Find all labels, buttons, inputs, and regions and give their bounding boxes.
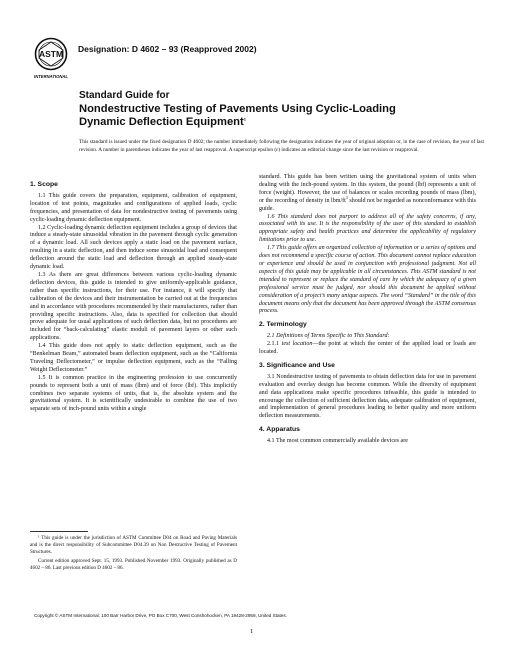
title-line-3 (79, 116, 479, 129)
copyright-line: Copyright © ASTM International, 100 Barr Harbor Drive, PO Box C700, West Conshohocken, PA 19428-2959, United States. (34, 613, 287, 618)
designation: Designation: D 4602 – 93 (Reapproved 2002) (78, 44, 257, 54)
title-line-3-text: Dynamic Deflection Equipment (79, 115, 244, 128)
footnotes (30, 535, 237, 574)
footnote-rule (30, 531, 88, 532)
p1-5-cont-b: should not be regarded as nonconformance with this guide. (259, 197, 477, 212)
title-footnote-mark: 1 (243, 116, 246, 122)
title-line-2: Nondestructive Testing of Pavements Using Cyclic-Loading (79, 102, 396, 115)
paragraph-2-1: 2.1 Definitions of Terms Specific to This Standard: (267, 333, 390, 340)
p2-1-1-num: 2.1.1 (267, 341, 282, 348)
right-column (259, 174, 476, 446)
paragraph-1-5: 1.5 It is common practice in the engineering profession to use concurrently pounds to represent both a unit of mass (lbm) and of force (lbf). This implicitly combines two separate systems of units, that is, the absolute system and the gravitational system. It is scientifically undesirable to combine the use of two separate sets of inch-pound units within a single (30, 374, 237, 413)
p2-1-1-def: —the point at which the center of the applied load or loads are located. (259, 341, 476, 356)
paragraph-1-2: 1.2 Cyclic-loading dynamic deflection equipment includes a group of devices that induce a steady-state sinusoidal vibration in the pavement through cyclic generation of a dynamic load. All such devices apply a static load on the pavement surface, resulting in a static deflection, and then induce some sinusoidal load and consequent deflection around the static load and deflection through an applied steady-state dynamic load. (30, 224, 237, 271)
astm-logo (33, 36, 69, 80)
paragraph-2-1-1 (259, 341, 476, 357)
logo-text: ASTM (38, 49, 64, 59)
logo-subtext: INTERNATIONAL (34, 74, 68, 79)
section-heading-apparatus: 4. Apparatus (259, 426, 300, 434)
footnote-1: ¹ This guide is under the jurisdiction of ASTM Committee D04 on Road and Paving Materials and is the direct responsibility of Subcommittee D04.39 on Non Destructive Testing of Pavement Structures. (30, 535, 237, 555)
paragraph-1-1: 1.1 This guide covers the preparation, equipment, calibration of equipment, location of test points, magnitudes and configurations of applied loads, cyclic frequencies, and presentation of data for nondestructive testing of pavements using cyclic-loading dynamic deflection equipment. (30, 192, 237, 223)
footnote-2: Current edition approved Sept. 15, 1993. Published November 1993. Originally published as D 4602 – 86. Last previous edition D 4602 – 86. (30, 558, 237, 571)
paragraph-3-1: 3.1 Nondestructive testing of pavements to obtain deflection data for use in pavement evaluation and overlay design has become common. While the diversity of equipment and data applications make specific procedures infeasible, this guide is intended to encourage the collection of sufficient deflection data, adequate calibration of equipment, and implementation of general procedures leading to better quality and more uniform deflection measurements. (259, 373, 476, 420)
page-number: 1 (250, 628, 254, 635)
document-title (79, 90, 479, 129)
section-heading-terminology: 2. Terminology (259, 321, 307, 329)
paragraph-4-1: 4.1 The most common commercially available devices are (267, 438, 408, 445)
paragraph-1-6: 1.6 This standard does not purport to address all of the safety concerns, if any, associated with its use. It is the responsibility of the user of this standard to establish appropriate safety and health practices and determine the applicability of regulatory limitations prior to use. (259, 213, 476, 244)
p1-5-cont-a: standard. This guide has been written using the gravitational system of units when dealing with the inch-pound system. In this system, the pound (lbf) represents a unit of force (weight). However, the use of balances or scales recording pounds of mass (lbm), or the recording of density in lbm/ft (259, 174, 476, 204)
paragraph-1-3: 1.3 As there are great differences between various cyclic-loading dynamic deflection devices, this guide is intended to give uniformly-applicable guidance, rather than specific instructions, for their use. For instance, it will specify that calibration of the devices and their instrumentation be carried out at the frequencies and in accordance with procedures recommended by their manufacturers, rather than providing specific instructions. Also, data is specified for collection that should prove adequate for usual applications of such deflection data, but no procedures are included for “back-calculating” elastic moduli of pavement layers or other such applications. (30, 271, 237, 342)
p2-1-1-term: test location (281, 341, 313, 348)
p1-5-sup: 3 (345, 194, 348, 200)
paragraph-1-5-continued (259, 174, 476, 214)
section-heading-significance: 3. Significance and Use (259, 361, 335, 369)
paragraph-1-4: 1.4 This guide does not apply to static deflection equipment, such as the “Benkelman Beam,” automated beam deflection equipment, such as the “California Traveling Deflectometer,” or impulse deflection equipment, such as the “Falling Weight Deflectometer.” (30, 343, 237, 373)
section-heading-scope: 1. Scope (30, 181, 58, 188)
left-column (30, 176, 237, 414)
standard-notice: This standard is issued under the fixed designation D 4602; the number immediately following the designation indicates the year of original adoption or, in the case of revision, the year of last revision. A number in parentheses indicates the year of last reapproval. A superscript epsilon (ε) indicates an editorial change since the last revision or reapproval. (79, 139, 484, 153)
paragraph-1-7: 1.7 This guide offers an organized collection of information or a series of options and does not recommend a specific course of action. This document cannot replace education or experience and should be used in conjunction with professional judgment. Not all aspects of this guide may be applicable in all circumstances. This ASTM standard is not intended to represent or replace the standard of care by which the adequacy of a given professional service must be judged, nor should this document be applied without consideration of a project’s many unique aspects. The word “Standard” in the title of this document means only that the document has been approved through the ASTM consensus process. (259, 245, 476, 315)
title-line-1: Standard Guide for (79, 90, 170, 101)
